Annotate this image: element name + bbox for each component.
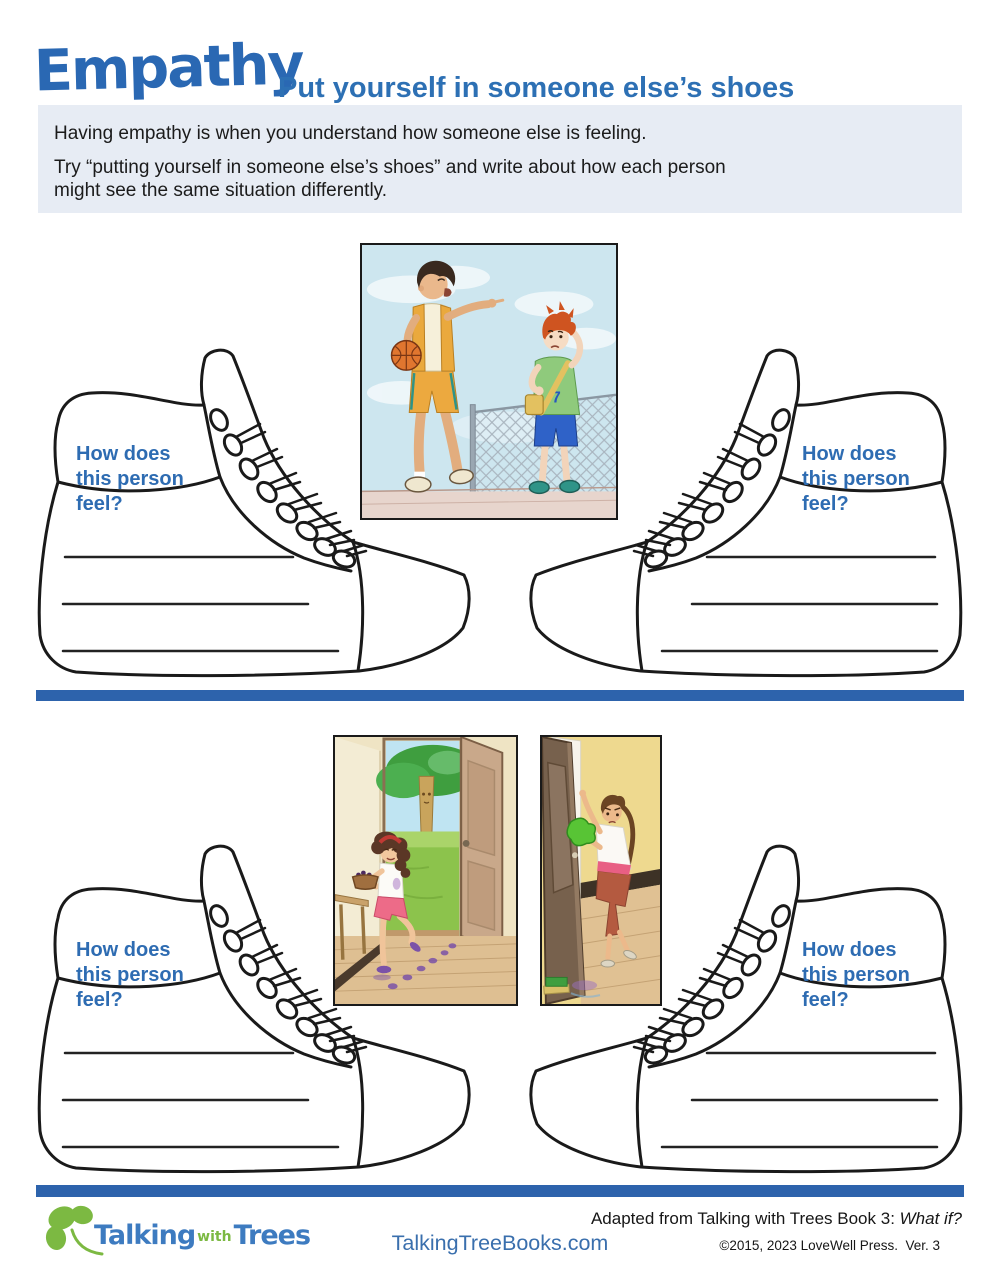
- logo-word-trees: Trees: [233, 1220, 311, 1251]
- copyright-line: ©2015, 2023 LoveWell Press. Ver. 3: [719, 1238, 940, 1253]
- shoe-answer-area-2-left: [30, 842, 480, 1177]
- footer-credits: [591, 1209, 962, 1253]
- credit-prefix: Adapted from Talking with Trees Book 3:: [590, 1209, 900, 1228]
- shoe-answer-area-1-left: [30, 346, 480, 681]
- website-link[interactable]: TalkingTreeBooks.com: [391, 1231, 609, 1255]
- shoe-prompt: How does this person feel?: [76, 443, 184, 515]
- page-title: Empathy: [33, 31, 304, 105]
- logo-word-talking: Talking: [94, 1220, 196, 1251]
- credit-line: [591, 1209, 962, 1229]
- intro-line-2: Try “putting yourself in someone else’s shoes” and write about how each person might see the same situation differently.: [54, 157, 726, 202]
- intro-line-1: Having empathy is when you understand how someone else is feeling.: [54, 123, 647, 144]
- tree-trunk: [419, 776, 434, 835]
- section-divider: [36, 1185, 964, 1197]
- intro-box: [38, 105, 962, 213]
- shoe-prompt: How does this person feel?: [802, 443, 910, 515]
- page-subtitle: Put yourself in someone else’s shoes: [278, 72, 795, 104]
- credit-book-title: What if?: [899, 1209, 962, 1228]
- logo-word-with: with: [197, 1229, 232, 1245]
- shoe-prompt: How does this person feel?: [802, 939, 910, 1011]
- shirt-number: 7: [552, 389, 561, 407]
- shoe-answer-area-1-right: [520, 346, 970, 681]
- section-divider: [36, 690, 964, 701]
- shoe-prompt: How does this person feel?: [76, 939, 184, 1011]
- shoe-answer-area-2-right: [520, 842, 970, 1177]
